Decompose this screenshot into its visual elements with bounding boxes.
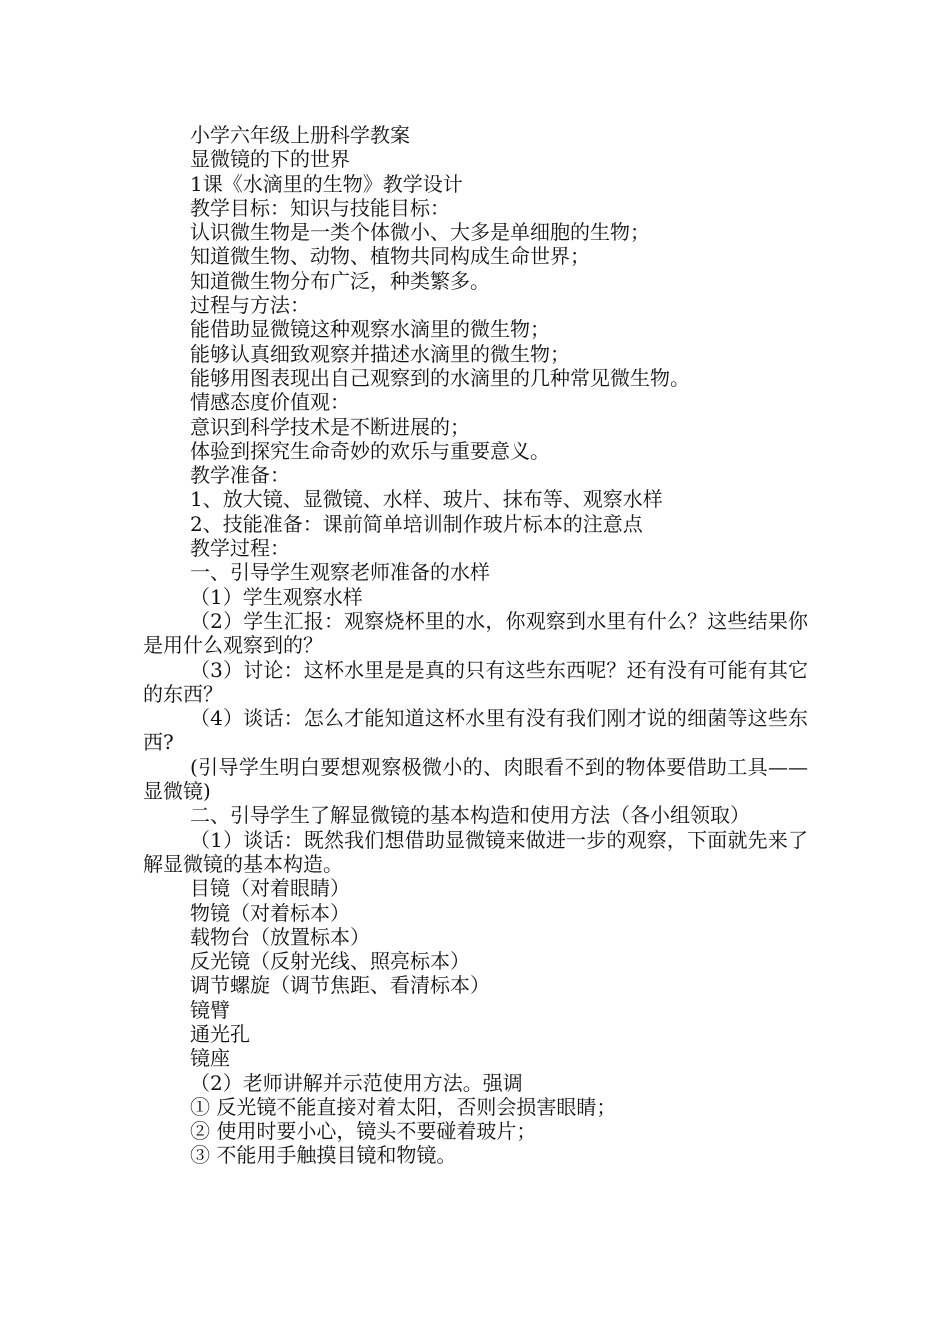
list-item: 镜座: [190, 1046, 230, 1071]
step-heading-1: 一、引导学生观察老师准备的水样: [190, 560, 490, 585]
doc-lesson-title: 1课《水滴里的生物》教学设计: [190, 171, 463, 196]
text-line: 能够用图表现出自己观察到的水滴里的几种常见微生物。: [190, 365, 690, 390]
list-item: 反光镜（反射光线、照亮标本）: [190, 949, 470, 974]
text-line: 意识到科学技术是不断进展的；: [190, 414, 470, 439]
paragraph: （2）学生汇报：观察烧杯里的水，你观察到水里有什么？这些结果你是用什么观察到的？: [143, 608, 808, 658]
text-line: 知道微生物分布广泛，种类繁多。: [190, 268, 490, 293]
text-line: 认识微生物是一类个体微小、大多是单细胞的生物；: [190, 220, 650, 245]
list-item: 目镜（对着眼睛）: [190, 876, 350, 901]
text-line: 能借助显微镜这种观察水滴里的微生物；: [190, 317, 550, 342]
doc-title-line: 小学六年级上册科学教案: [190, 123, 410, 147]
text-line: 知道微生物、动物、植物共同构成生命世界；: [190, 244, 590, 269]
list-item: ③ 不能用手触摸目镜和物镜。: [190, 1143, 457, 1168]
paragraph: （1）谈话：既然我们想借助显微镜来做进一步的观察，下面就先来了解显微镜的基本构造。: [143, 827, 808, 876]
text-line: （1）学生观察水样: [190, 584, 363, 609]
list-item: 调节螺旋（调节焦距、看清标本）: [190, 973, 490, 998]
paragraph: (引导学生明白要想观察极微小的、肉眼看不到的物体要借助工具——显微镜): [143, 754, 808, 804]
paragraph: （4）谈话：怎么才能知道这杯水里有没有我们刚才说的细菌等这些东西?: [143, 706, 808, 755]
section-heading-values: 情感态度价值观：: [190, 390, 350, 415]
text-line: 体验到探究生命奇妙的欢乐与重要意义。: [190, 438, 550, 463]
paragraph: （3）讨论：这杯水里是是真的只有这些东西呢？还有没有可能有其它的东西？: [143, 657, 808, 706]
list-item: 物镜（对着标本）: [190, 900, 350, 925]
doc-unit-title: 显微镜的下的世界: [190, 147, 350, 172]
text-line: （2）老师讲解并示范使用方法。强调: [190, 1070, 523, 1095]
list-item: ① 反光镜不能直接对着太阳，否则会损害眼睛；: [190, 1094, 617, 1119]
text-line: 1、放大镜、显微镜、水样、玻片、抹布等、观察水样: [190, 487, 663, 512]
section-heading-prep: 教学准备：: [190, 463, 290, 488]
step-heading-2: 二、引导学生了解显微镜的基本构造和使用方法（各小组领取）: [190, 803, 750, 828]
section-heading-steps: 教学过程：: [190, 536, 290, 561]
list-item: 镜臂: [190, 997, 230, 1022]
section-heading-process: 过程与方法：: [190, 293, 310, 318]
section-heading-goals: 教学目标：知识与技能目标：: [190, 195, 450, 220]
document-body: [143, 123, 808, 1168]
list-item: 通光孔: [190, 1021, 250, 1046]
list-item: 载物台（放置标本）: [190, 924, 370, 949]
text-line: 2、技能准备：课前简单培训制作玻片标本的注意点: [190, 511, 643, 536]
list-item: ② 使用时要小心，镜头不要碰着玻片；: [190, 1119, 537, 1144]
text-line: 能够认真细致观察并描述水滴里的微生物；: [190, 341, 570, 366]
